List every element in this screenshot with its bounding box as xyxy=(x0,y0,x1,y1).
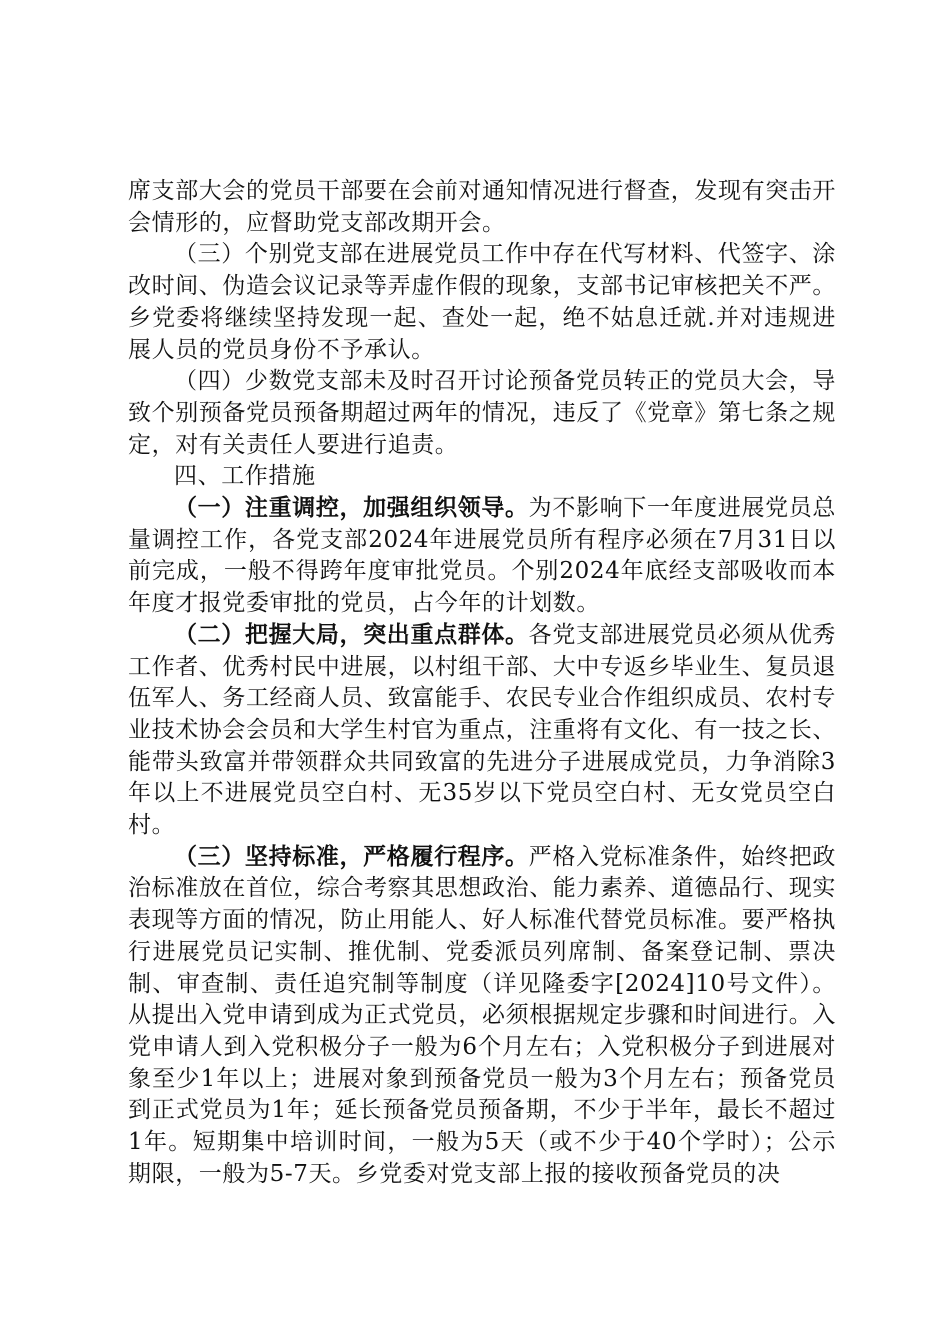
paragraph-text: 严格入党标准条件，始终把政治标准放在首位，综合考察其思想政治、能力素养、道德品行、现实表现等方面的情况，防止用能人、好人标准代替党员标准。要严格执行进展党员记实制、推优制、党委派员列席制、备案登记制、票决制、审查制、责任追究制等制度（详见隆委字[2024]10号文件）。从提出入党申请到成为正式党员，必须根据规定步骤和时间进行。入党申请人到入党积极分子一般为6个月左右；入党积极分子到进展对象至少1年以上；进展对象到预备党员一般为3个月左右；预备党员到正式党员为1年；延长预备党员预备期，不少于半年，最长不超过1年。短期集中培训时间，一般为5天（或不少于40个学时）；公示期限，一般为5-7天。乡党委对党支部上报的接收预备党员的决 xyxy=(128,843,836,1187)
section-heading xyxy=(128,461,836,493)
paragraph-measure-2 xyxy=(128,620,836,842)
paragraph-continuation xyxy=(128,176,836,239)
paragraph-text: （四）少数党支部未及时召开讨论预备党员转正的党员大会，导致个别预备党员预备期超过两年的情况，违反了《党章》第七条之规定，对有关责任人要进行追责。 xyxy=(128,368,836,458)
paragraph-lead: （三）坚持标准，严格履行程序。 xyxy=(174,843,529,870)
paragraph-text: （三）个别党支部在进展党员工作中存在代写材料、代签字、涂改时间、伪造会议记录等弄虚作假的现象，支部书记审核把关不严。乡党委将继续坚持发现一起、查处一起，绝不姑息迁就.并对违规进展人员的党员身份不予承认。 xyxy=(128,241,836,363)
paragraph-text: 各党支部进展党员必须从优秀工作者、优秀村民中进展，以村组干部、大中专返乡毕业生、复员退伍军人、务工经商人员、致富能手、农民专业合作组织成员、农村专业技术协会会员和大学生村官为重点，注重将有文化、有一技之长、能带头致富并带领群众共同致富的先进分子进展成党员，力争消除3年以上不进展党员空白村、无35岁以下党员空白村、无女党员空白村。 xyxy=(128,621,836,839)
paragraph-issue-3 xyxy=(128,239,836,366)
paragraph-lead: （二）把握大局，突出重点群体。 xyxy=(174,621,529,648)
heading-text: 四、工作措施 xyxy=(174,463,316,490)
paragraph-lead: （一）注重调控，加强组织领导。 xyxy=(174,495,529,522)
paragraph-text: 为不影响下一年度进展党员总量调控工作，各党支部2024年进展党员所有程序必须在7月31日以前完成，一般不得跨年度审批党员。个别2024年底经支部吸收而本年度才报党委审批的党员，占今年的计划数。 xyxy=(128,495,836,617)
paragraph-measure-1 xyxy=(128,493,836,620)
paragraph-issue-4 xyxy=(128,366,836,461)
paragraph-text: 席支部大会的党员干部要在会前对通知情况进行督查，发现有突击开会情形的，应督助党支部改期开会。 xyxy=(128,178,836,236)
paragraph-measure-3 xyxy=(128,842,836,1191)
body-text xyxy=(128,176,836,1191)
